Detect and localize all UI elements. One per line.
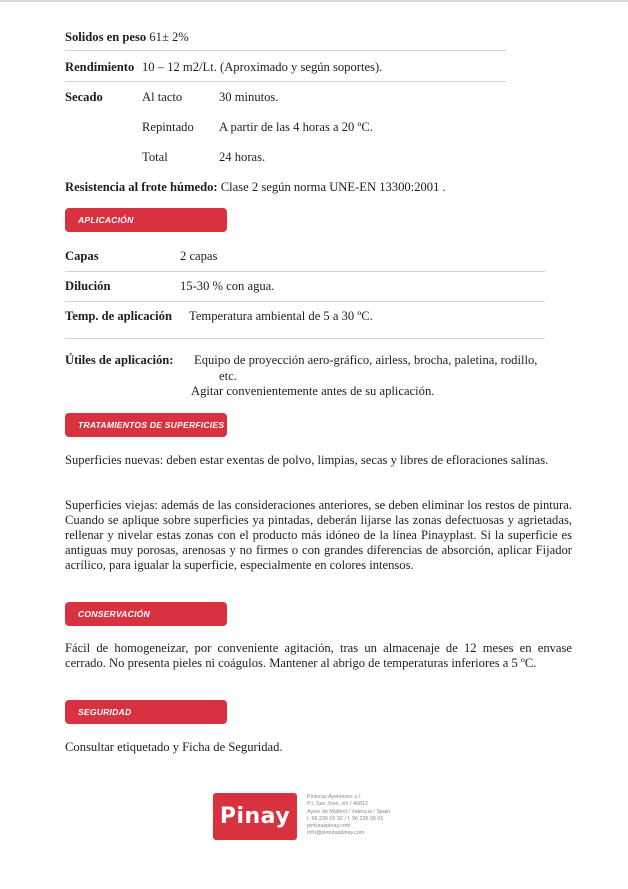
section-tag-aplicacion: APLICACIÓN	[65, 208, 227, 232]
rendimiento-label: Rendimiento	[65, 60, 135, 74]
rendimiento-value: 10 – 12 m2/Lt. (Aproximado y según soportes).	[142, 60, 383, 74]
temp-label: Temp. de aplicación	[65, 309, 172, 323]
phone-fax: t. 96 236 02 92 / f. 96 236 06 01	[307, 815, 384, 822]
secado-tacto-value: 30 minutos.	[219, 90, 279, 104]
address-line-1: P.I. San José, s/n / 46812	[307, 801, 369, 808]
website-link[interactable]: pinturaspinay.com	[307, 823, 351, 830]
tratamientos-viejas: Superficies viejas: además de las consideraciones anteriores, se deben eliminar los restos de pintura. Cuando se aplique sobre superficies ya pintadas, deberán lijarse las zonas defectuosas y agrietadas, rellenar y nivelar estas zonas con el producto más idóneo de la línea Pinayplast. Si la superficie es antiguas muy porosas, arenosas y no firmes o con grandes diferencias de absorción, aplicar Fijador acrílico, para igualar la superficie, especialmente en colores intensos.	[65, 498, 572, 572]
resistencia-value: Clase 2 según norma UNE-EN 13300:2001 .	[220, 180, 446, 194]
company-address	[307, 794, 390, 838]
top-border	[0, 0, 628, 2]
section-tag-seguridad: SEGURIDAD	[65, 700, 227, 724]
utiles-line-3: Agitar convenientemente antes de su aplicación.	[191, 384, 435, 398]
secado-total-label: Total	[142, 150, 168, 164]
resistencia-row	[65, 180, 446, 195]
section-tag-conservacion: CONSERVACIÓN	[65, 602, 227, 626]
section-tag-tratamientos: TRATAMIENTOS DE SUPERFICIES	[65, 413, 227, 437]
dilucion-value: 15-30 % con agua.	[180, 279, 275, 293]
capas-value: 2 capas	[180, 249, 218, 263]
divider	[65, 301, 545, 302]
temp-value: Temperatura ambiental de 5 a 30 ºC.	[189, 309, 373, 323]
divider	[65, 271, 545, 272]
secado-repintado-value: A partir de las 4 horas a 20 ºC.	[219, 120, 373, 134]
solidos-value: 61± 2%	[149, 30, 189, 44]
address-line-2: Ayelo de Malferit / Valencia / Spain	[307, 808, 391, 815]
seguridad-text: Consultar etiquetado y Ficha de Seguridad.	[65, 740, 283, 754]
dilucion-label: Dilución	[65, 279, 111, 293]
email-link[interactable]: info@pinturaspinay.com	[307, 830, 365, 837]
conservacion-text: Fácil de homogeneizar, por conveniente agitación, tras un almacenaje de 12 meses en envase cerrado. No presenta pieles ni coágulos. Mantener al abrigo de temperaturas inferiores a 5 ºC.	[65, 641, 572, 670]
tratamientos-nuevas: Superficies nuevas: deben estar exentas de polvo, limpias, secas y libres de eflorаciones salinas.	[65, 453, 549, 467]
secado-total-value: 24 horas.	[219, 150, 266, 164]
resistencia-label: Resistencia al frote húmedo:	[65, 180, 218, 194]
capas-label: Capas	[65, 249, 99, 263]
divider	[65, 81, 506, 82]
company-name: Pinturas Ayelenses s.l.	[307, 794, 362, 800]
solidos-label: Solidos en peso	[65, 30, 147, 44]
divider	[65, 50, 506, 51]
secado-tacto-label: Al tacto	[142, 90, 183, 104]
pinay-logo: Pinay	[213, 793, 297, 840]
utiles-line-2: etc.	[219, 369, 237, 383]
secado-label: Secado	[65, 90, 103, 104]
divider	[65, 338, 545, 339]
solidos-row	[65, 30, 189, 45]
utiles-line-1: Equipo de proyección aero-gráfico, airless, brocha, paletina, rodillo,	[194, 353, 538, 367]
secado-repintado-label: Repintado	[142, 120, 194, 134]
utiles-label: Útiles de aplicación:	[65, 353, 174, 367]
